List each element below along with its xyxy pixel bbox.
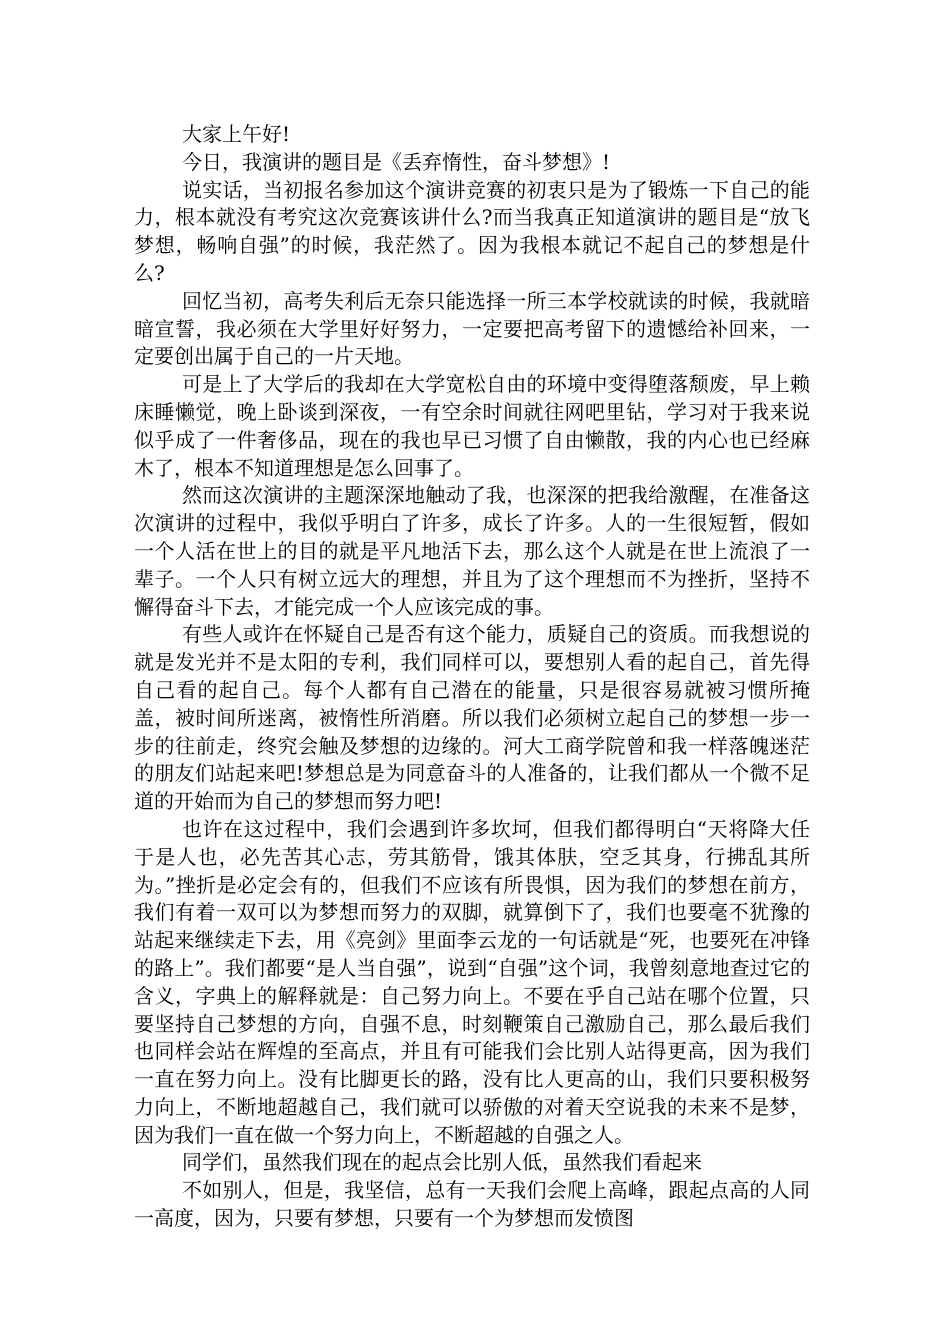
title-paragraph: 今日，我演讲的题目是《丢弃惰性，奋斗梦想》! [182,149,611,174]
speech-text [134,121,810,1233]
body-paragraph: 然而这次演讲的主题深深地触动了我，也深深的把我给激醒，在准备这次演讲的过程中，我似乎明白了许多，成长了许多。人的一生很短暂，假如一个人活在世上的目的就是平凡地活下去，那么这个人就是在世上流浪了一辈子。一个人只有树立远大的理想，并且为了这个理想而不为挫折，坚持不懈得奋斗下去，才能完成一个人应该完成的事。 [134,483,810,619]
body-paragraph: 也许在这过程中，我们会遇到许多坎坷，但我们都得明白“天将降大任于是人也，必先苦其心志，劳其筋骨，饿其体肤，空乏其身，行拂乱其所为。”挫折是必定会有的，但我们不应该有所畏惧，因为我们的梦想在前方，我们有着一双可以为梦想而努力的双脚，就算倒下了，我们也要毫不犹豫的站起来继续走下去，用《亮剑》里面李云龙的一句话就是“死，也要死在冲锋的路上”。我们都要“是人当自强”，说到“自强”这个词，我曾刻意地查过它的含义，字典上的解释就是：自己努力向上。不要在乎自己站在哪个位置，只要坚持自己梦想的方向，自强不息，时刻鞭策自己激励自己，那么最后我们也同样会站在辉煌的至高点，并且有可能我们会比别人站得更高，因为我们一直在努力向上。没有比脚更长的路，没有比人更高的山，我们只要积极努力向上，不断地超越自己，我们就可以骄傲的对着天空说我的未来不是梦，因为我们一直在做一个努力向上，不断超越的自强之人。 [134,816,810,1147]
body-paragraph: 同学们，虽然我们现在的起点会比别人低，虽然我们看起来 [182,1150,702,1175]
greeting-paragraph: 大家上午好! [182,122,291,146]
body-paragraph: 回忆当初，高考失利后无奈只能选择一所三本学校就读的时候，我就暗暗宣誓，我必须在大学里好好努力，一定要把高考留下的遗憾给补回来，一定要创出属于自己的一片天地。 [134,288,810,369]
body-paragraph: 有些人或许在怀疑自己是否有这个能力，质疑自己的资质。而我想说的就是发光并不是太阳的专利，我们同样可以，要想别人看的起自己，首先得自己看的起自己。每个人都有自己潜在的能量，只是很容易就被习惯所掩盖，被时间所迷离，被惰性所消磨。所以我们必须树立起自己的梦想一步一步的往前走，终究会触及梦想的边缘的。河大工商学院曾和我一样落魄迷茫的朋友们站起来吧!梦想总是为同意奋斗的人准备的，让我们都从一个微不足道的开始而为自己的梦想而努力吧! [134,622,810,814]
body-paragraph: 可是上了大学后的我却在大学宽松自由的环境中变得堕落颓废，早上赖床睡懒觉，晚上卧谈到深夜，一有空余时间就往网吧里钻，学习对于我来说似乎成了一件奢侈品，现在的我也早已习惯了自由懒散，我的内心也已经麻木了，根本不知道理想是怎么回事了。 [134,372,810,480]
body-paragraph: 说实话，当初报名参加这个演讲竞赛的初衷只是为了锻炼一下自己的能力，根本就没有考究这次竞赛该讲什么?而当我真正知道演讲的题目是“放飞梦想，畅响自强”的时候，我茫然了。因为我根本就记不起自己的梦想是什么? [134,177,810,285]
body-paragraph: 不如别人，但是，我坚信，总有一天我们会爬上高峰，跟起点高的人同一高度，因为，只要有梦想，只要有一个为梦想而发愤图 [134,1178,810,1231]
